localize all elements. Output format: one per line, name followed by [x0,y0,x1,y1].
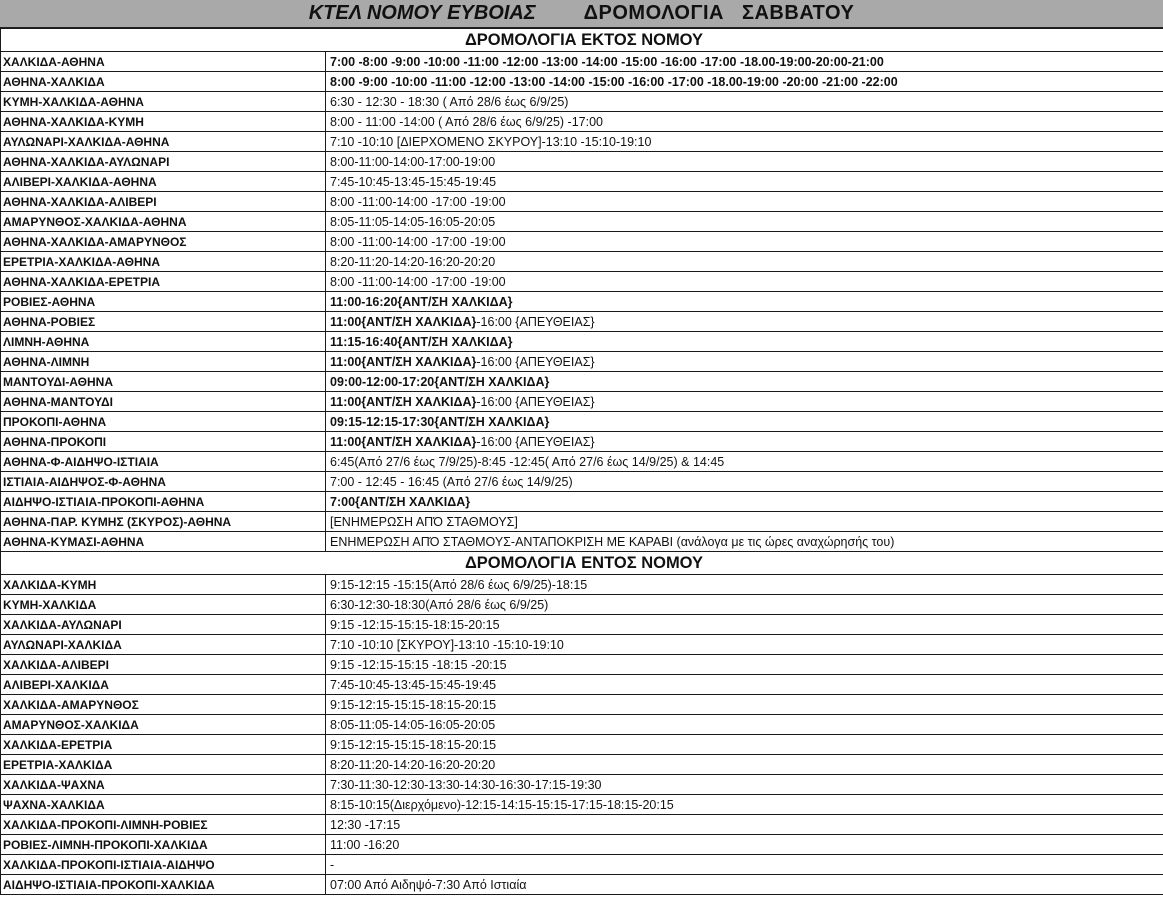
route-cell: ΚΥΜΗ-ΧΑΛΚΙΔΑ [1,595,326,615]
route-cell: ΨΑΧΝΑ-ΧΑΛΚΙΔΑ [1,795,326,815]
times-cell [326,372,1163,392]
section-title: ΔΡΟΜΟΛΟΓΙΑ ΕΚΤΟΣ ΝΟΜΟΥ [1,29,1163,52]
time-segment: 9:15-12:15 -15:15(Από 28/6 έως 6/9/25)-18:15 [330,577,588,592]
time-segment: 8:00 -9:00 -10:00 -11:00 -12:00 -13:00 -14:00 -15:00 -16:00 -17:00 -18.00-19:00 -20:00 -21:00 -22:00 [330,74,898,89]
route-cell: ΧΑΛΚΙΔΑ-ΑΥΛΩΝΑΡΙ [1,615,326,635]
time-segment: 8:00 -11:00-14:00 -17:00 -19:00 [330,274,506,289]
times-cell [326,715,1163,735]
table-row [1,52,1163,72]
table-row [1,152,1163,172]
times-cell [326,252,1163,272]
route-cell: ΑΜΑΡΥΝΘΟΣ-ΧΑΛΚΙΔΑ-ΑΘΗΝΑ [1,212,326,232]
time-segment: 9:15 -12:15-15:15-18:15-20:15 [330,617,500,632]
table-row [1,695,1163,715]
time-segment: 9:15-12:15-15:15-18:15-20:15 [330,697,497,712]
times-cell [326,775,1163,795]
times-cell [326,192,1163,212]
times-cell [326,575,1163,595]
table-row [1,332,1163,352]
route-cell: ΑΘΗΝΑ-ΜΑΝΤΟΥΔΙ [1,392,326,412]
route-cell: ΑΘΗΝΑ-ΡΟΒΙΕΣ [1,312,326,332]
times-cell [326,615,1163,635]
route-cell: ΠΡΟΚΟΠΙ-ΑΘΗΝΑ [1,412,326,432]
table-row [1,352,1163,372]
times-cell [326,452,1163,472]
times-cell [326,352,1163,372]
time-segment: 8:15-10:15(Διερχόμενο)-12:15-14:15-15:15-17:15-18:15-20:15 [330,797,674,812]
org-name: ΚΤΕΛ ΝΟΜΟΥ ΕΥΒΟΙΑΣ [308,2,536,24]
table-row [1,452,1163,472]
section-title: ΔΡΟΜΟΛΟΓΙΑ ΕΝΤΟΣ ΝΟΜΟΥ [1,552,1163,575]
table-row [1,72,1163,92]
times-cell [326,212,1163,232]
table-row [1,855,1163,875]
times-cell [326,92,1163,112]
route-cell: ΑΘΗΝΑ-ΧΑΛΚΙΔΑ-ΚΥΜΗ [1,112,326,132]
route-cell: ΑΘΗΝΑ-ΧΑΛΚΙΔΑ-ΑΛΙΒΕΡΙ [1,192,326,212]
times-cell [326,595,1163,615]
title-schedules: ΔΡΟΜΟΛΟΓΙΑ [583,2,724,24]
table-row [1,775,1163,795]
times-cell [326,855,1163,875]
time-segment: -16:00 {ΑΠΕΥΘΕΙΑΣ} [476,394,595,409]
table-row [1,392,1163,412]
route-cell: ΧΑΛΚΙΔΑ-ΠΡΟΚΟΠΙ-ΙΣΤΙΑΙΑ-ΑΙΔΗΨΟ [1,855,326,875]
time-segment: -16:00 {ΑΠΕΥΘΕΙΑΣ} [476,354,595,369]
times-cell [326,795,1163,815]
times-cell [326,312,1163,332]
table-row [1,132,1163,152]
time-segment: 11:00 -16:20 [330,837,400,852]
table-row [1,835,1163,855]
route-cell: ΧΑΛΚΙΔΑ-ΑΘΗΝΑ [1,52,326,72]
times-cell [326,272,1163,292]
times-cell [326,695,1163,715]
table-row [1,292,1163,312]
time-segment: ΕΝΗΜΕΡΩΣΗ ΑΠΌ ΣΤΑΘΜΟΥΣ-ΑΝΤΑΠΟΚΡΙΣΗ ΜΕ ΚΑΡΑΒΙ (ανάλογα με τις ώρες αναχώρησής του) [330,534,895,549]
route-cell: ΑΘΗΝΑ-ΠΡΟΚΟΠΙ [1,432,326,452]
time-segment: 7:45-10:45-13:45-15:45-19:45 [330,677,497,692]
time-segment: 07:00 Από Αιδηψό-7:30 Από Ιστιαία [330,877,527,892]
route-cell: ΑΜΑΡΥΝΘΟΣ-ΧΑΛΚΙΔΑ [1,715,326,735]
time-segment: 7:00 -8:00 -9:00 -10:00 -11:00 -12:00 -13:00 -14:00 -15:00 -16:00 -17:00 -18.00-19:00-20:00-21:00 [330,54,884,69]
times-cell [326,292,1163,312]
times-cell [326,432,1163,452]
table-row [1,675,1163,695]
route-cell: ΧΑΛΚΙΔΑ-ΕΡΕΤΡΙΑ [1,735,326,755]
times-cell [326,735,1163,755]
time-segment: 7:00 - 12:45 - 16:45 (Από 27/6 έως 14/9/25) [330,474,573,489]
times-cell [326,152,1163,172]
table-row [1,192,1163,212]
route-cell: ΑΘΗΝΑ-ΛΙΜΝΗ [1,352,326,372]
table-row [1,595,1163,615]
table-row [1,735,1163,755]
title-saturday: ΣΑΒΒΑΤΟΥ [741,2,855,24]
route-cell: ΑΘΗΝΑ-Φ-ΑΙΔΗΨΟ-ΙΣΤΙΑΙΑ [1,452,326,472]
route-cell: ΚΥΜΗ-ΧΑΛΚΙΔΑ-ΑΘΗΝΑ [1,92,326,112]
times-cell [326,875,1163,895]
route-cell: ΕΡΕΤΡΙΑ-ΧΑΛΚΙΔΑ-ΑΘΗΝΑ [1,252,326,272]
time-segment: 11:00{ΑΝΤ/ΣΗ ΧΑΛΚΙΔΑ} [330,314,477,329]
route-cell: ΧΑΛΚΙΔΑ-ΠΡΟΚΟΠΙ-ΛΙΜΝΗ-ΡΟΒΙΕΣ [1,815,326,835]
time-segment: -16:00 {ΑΠΕΥΘΕΙΑΣ} [476,434,595,449]
time-segment: 6:30 - 12:30 - 18:30 ( Από 28/6 έως 6/9/25) [330,94,569,109]
table-row [1,472,1163,492]
time-segment: 8:00 -11:00-14:00 -17:00 -19:00 [330,234,506,249]
section-header-row [1,29,1163,52]
route-cell: ΑΛΙΒΕΡΙ-ΧΑΛΚΙΔΑ-ΑΘΗΝΑ [1,172,326,192]
times-cell [326,412,1163,432]
table-row [1,655,1163,675]
route-cell: ΑΘΗΝΑ-ΧΑΛΚΙΔΑ-ΑΜΑΡΥΝΘΟΣ [1,232,326,252]
times-cell [326,332,1163,352]
time-segment: 09:00-12:00-17:20{ΑΝΤ/ΣΗ ΧΑΛΚΙΔΑ} [330,374,550,389]
times-cell [326,52,1163,72]
time-segment: 11:00{ΑΝΤ/ΣΗ ΧΑΛΚΙΔΑ} [330,394,477,409]
times-cell [326,72,1163,92]
table-row [1,432,1163,452]
table-row [1,532,1163,552]
table-row [1,252,1163,272]
time-segment: 8:00 -11:00-14:00 -17:00 -19:00 [330,194,506,209]
time-segment: 8:00-11:00-14:00-17:00-19:00 [330,154,496,169]
table-row [1,512,1163,532]
table-row [1,875,1163,895]
times-cell [326,492,1163,512]
table-row [1,412,1163,432]
table-row [1,172,1163,192]
time-segment: [ΕΝΗΜΕΡΩΣΗ ΑΠΌ ΣΤΑΘΜΟΥΣ] [330,514,518,529]
table-row [1,312,1163,332]
time-segment: 6:45(Από 27/6 έως 7/9/25)-8:45 -12:45( Από 27/6 έως 14/9/25) & 14:45 [330,454,725,469]
time-segment: 7:10 -10:10 [ΔΙΕΡΧΟΜΕΝΟ ΣΚΥΡΟΥ]-13:10 -15:10-19:10 [330,134,652,149]
times-cell [326,172,1163,192]
time-segment: -16:00 {ΑΠΕΥΘΕΙΑΣ} [476,314,595,329]
time-segment: 7:45-10:45-13:45-15:45-19:45 [330,174,497,189]
time-segment: 9:15 -12:15-15:15 -18:15 -20:15 [330,657,507,672]
route-cell: ΧΑΛΚΙΔΑ-ΑΜΑΡΥΝΘΟΣ [1,695,326,715]
route-cell: ΑΙΔΗΨΟ-ΙΣΤΙΑΙΑ-ΠΡΟΚΟΠΙ-ΧΑΛΚΙΔΑ [1,875,326,895]
time-segment: 12:30 -17:15 [330,817,401,832]
route-cell: ΛΙΜΝΗ-ΑΘΗΝΑ [1,332,326,352]
time-segment: 11:00{ΑΝΤ/ΣΗ ΧΑΛΚΙΔΑ} [330,434,477,449]
times-cell [326,132,1163,152]
time-segment: 8:05-11:05-14:05-16:05-20:05 [330,214,496,229]
schedule-table-body [1,29,1163,895]
time-segment: - [330,857,335,872]
route-cell: ΑΘΗΝΑ-ΧΑΛΚΙΔΑ-ΑΥΛΩΝΑΡΙ [1,152,326,172]
time-segment: 7:30-11:30-12:30-13:30-14:30-16:30-17:15-19:30 [330,777,602,792]
time-segment: 7:00{ΑΝΤ/ΣΗ ΧΑΛΚΙΔΑ} [330,494,471,509]
route-cell: ΑΘΗΝΑ-ΧΑΛΚΙΔΑ [1,72,326,92]
time-segment: 6:30-12:30-18:30(Από 28/6 έως 6/9/25) [330,597,549,612]
route-cell: ΙΣΤΙΑΙΑ-ΑΙΔΗΨΟΣ-Φ-ΑΘΗΝΑ [1,472,326,492]
times-cell [326,392,1163,412]
route-cell: ΑΙΔΗΨΟ-ΙΣΤΙΑΙΑ-ΠΡΟΚΟΠΙ-ΑΘΗΝΑ [1,492,326,512]
table-row [1,112,1163,132]
table-row [1,272,1163,292]
time-segment: 8:20-11:20-14:20-16:20-20:20 [330,757,496,772]
table-row [1,232,1163,252]
times-cell [326,755,1163,775]
table-row [1,795,1163,815]
times-cell [326,112,1163,132]
times-cell [326,232,1163,252]
table-row [1,92,1163,112]
times-cell [326,512,1163,532]
section-header-row [1,552,1163,575]
time-segment: 8:05-11:05-14:05-16:05-20:05 [330,717,496,732]
table-row [1,372,1163,392]
time-segment: 11:00{ΑΝΤ/ΣΗ ΧΑΛΚΙΔΑ} [330,354,477,369]
route-cell: ΑΘΗΝΑ-ΧΑΛΚΙΔΑ-ΕΡΕΤΡΙΑ [1,272,326,292]
table-row [1,755,1163,775]
time-segment: 11:15-16:40{ΑΝΤ/ΣΗ ΧΑΛΚΙΔΑ} [330,334,513,349]
time-segment: 11:00-16:20{ΑΝΤ/ΣΗ ΧΑΛΚΙΔΑ} [330,294,513,309]
schedule-table [0,28,1163,895]
time-segment: 8:20-11:20-14:20-16:20-20:20 [330,254,496,269]
route-cell: ΑΘΗΝΑ-ΚΥΜΑΣΙ-ΑΘΗΝΑ [1,532,326,552]
route-cell: ΑΘΗΝΑ-ΠΑΡ. ΚΥΜΗΣ (ΣΚΥΡΟΣ)-ΑΘΗΝΑ [1,512,326,532]
table-row [1,492,1163,512]
route-cell: ΧΑΛΚΙΔΑ-ΚΥΜΗ [1,575,326,595]
time-segment: 9:15-12:15-15:15-18:15-20:15 [330,737,497,752]
time-segment: 09:15-12:15-17:30{ΑΝΤ/ΣΗ ΧΑΛΚΙΔΑ} [330,414,550,429]
table-row [1,815,1163,835]
route-cell: ΕΡΕΤΡΙΑ-ΧΑΛΚΙΔΑ [1,755,326,775]
route-cell: ΧΑΛΚΙΔΑ-ΨΑΧΝΑ [1,775,326,795]
table-row [1,212,1163,232]
table-row [1,715,1163,735]
route-cell: ΧΑΛΚΙΔΑ-ΑΛΙΒΕΡΙ [1,655,326,675]
times-cell [326,472,1163,492]
route-cell: ΜΑΝΤΟΥΔΙ-ΑΘΗΝΑ [1,372,326,392]
route-cell: ΑΥΛΩΝΑΡΙ-ΧΑΛΚΙΔΑ-ΑΘΗΝΑ [1,132,326,152]
route-cell: ΡΟΒΙΕΣ-ΛΙΜΝΗ-ΠΡΟΚΟΠΙ-ΧΑΛΚΙΔΑ [1,835,326,855]
route-cell: ΡΟΒΙΕΣ-ΑΘΗΝΑ [1,292,326,312]
page-header [0,0,1163,28]
table-row [1,575,1163,595]
time-segment: 8:00 - 11:00 -14:00 ( Από 28/6 έως 6/9/25) -17:00 [330,114,603,129]
times-cell [326,532,1163,552]
route-cell: ΑΛΙΒΕΡΙ-ΧΑΛΚΙΔΑ [1,675,326,695]
table-row [1,615,1163,635]
time-segment: 7:10 -10:10 [ΣΚΥΡΟΥ]-13:10 -15:10-19:10 [330,637,564,652]
table-row [1,635,1163,655]
times-cell [326,635,1163,655]
times-cell [326,675,1163,695]
route-cell: ΑΥΛΩΝΑΡΙ-ΧΑΛΚΙΔΑ [1,635,326,655]
times-cell [326,655,1163,675]
times-cell [326,815,1163,835]
times-cell [326,835,1163,855]
